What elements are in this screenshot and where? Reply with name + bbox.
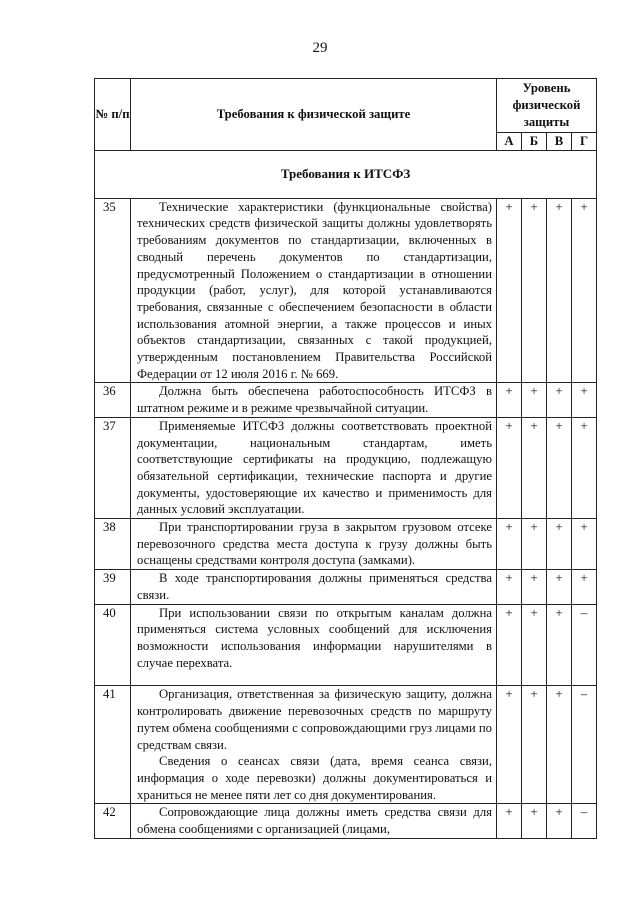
level-mark: + xyxy=(522,519,547,570)
level-mark: + xyxy=(522,383,547,417)
requirement-text xyxy=(131,383,497,417)
table-row xyxy=(95,383,597,417)
level-mark: + xyxy=(547,604,572,686)
level-v: В xyxy=(547,133,572,151)
table-row xyxy=(95,804,597,838)
requirement-text xyxy=(131,417,497,518)
table-row xyxy=(95,417,597,518)
table-row xyxy=(95,604,597,686)
table-row xyxy=(95,686,597,804)
requirement-paragraph: Применяемые ИТСФЗ должны соответствовать проектной документации, национальным стандартам, иметь соответствующие сертификаты на продукцию, подлежащую обязательной сертификации, технические паспорта и другие документы, удостоверяющие их качество и применимость для данных условий эксплуатации. xyxy=(137,418,492,517)
level-mark: + xyxy=(572,383,597,417)
table-row xyxy=(95,570,597,604)
level-mark: + xyxy=(547,519,572,570)
level-mark: + xyxy=(572,417,597,518)
level-mark: – xyxy=(572,604,597,686)
row-number: 36 xyxy=(95,383,131,417)
level-mark: – xyxy=(572,804,597,838)
level-g: Г xyxy=(572,133,597,151)
header-level: Уровень физической защиты xyxy=(497,79,597,133)
level-mark: + xyxy=(497,570,522,604)
level-mark: + xyxy=(572,570,597,604)
requirement-paragraph: При использовании связи по открытым каналам должна применяться система условных сообщений для исключения возможности использования информации нарушителями в случае перехвата. xyxy=(137,605,492,670)
row-number: 40 xyxy=(95,604,131,686)
level-mark: + xyxy=(497,519,522,570)
requirements-table xyxy=(94,78,597,839)
level-mark: + xyxy=(522,198,547,383)
requirement-paragraph: Сопровождающие лица должны иметь средства связи для обмена сообщениями с организацией (лицами, xyxy=(137,805,492,837)
page-number: 29 xyxy=(312,40,328,56)
level-mark: + xyxy=(522,570,547,604)
level-mark: + xyxy=(547,686,572,804)
level-mark: + xyxy=(547,383,572,417)
requirement-paragraph: Технические характеристики (функциональные свойства) технических средств физической защиты должны удовлетворять требованиям документов по стандартизации, включенных в сводный перечень документов по стандартизации, предусмотренный Положением о стандартизации в отношении продукции (работ, услуг), для которой устанавливаются требования, связанные с обеспечением безопасности в области использования атомной энергии, а также процессов и иных объектов стандартизации, связанных с такой продукцией, утвержденным постановлением Правительства Российской Федерации от 12 июля 2016 г. № 669. xyxy=(137,199,492,381)
level-mark: + xyxy=(522,686,547,804)
level-mark: + xyxy=(497,804,522,838)
requirement-paragraph: Должна быть обеспечена работоспособность ИТСФЗ в штатном режиме и в режиме чрезвычайной ситуации. xyxy=(137,384,492,416)
level-b: Б xyxy=(522,133,547,151)
level-mark: + xyxy=(497,417,522,518)
level-a: А xyxy=(497,133,522,151)
level-mark: + xyxy=(522,804,547,838)
requirement-text xyxy=(131,519,497,570)
row-number: 41 xyxy=(95,686,131,804)
level-mark: + xyxy=(522,604,547,686)
level-mark: + xyxy=(522,417,547,518)
table-row xyxy=(95,519,597,570)
requirement-paragraph: При транспортировании груза в закрытом грузовом отсеке перевозочного средства места доступа к грузу должны быть оснащены средствами контроля доступа (замками). xyxy=(137,520,492,568)
requirement-paragraph: Организация, ответственная за физическую защиту, должна контролировать движение перевозочных средств по маршруту путем обмена сообщениями с сопровождающими груз лицами по средствам связи. xyxy=(137,687,492,752)
row-number: 35 xyxy=(95,198,131,383)
requirement-text xyxy=(131,604,497,686)
level-mark: + xyxy=(572,519,597,570)
requirement-text xyxy=(131,570,497,604)
requirement-text xyxy=(131,198,497,383)
row-number: 42 xyxy=(95,804,131,838)
level-mark: + xyxy=(572,198,597,383)
table-row xyxy=(95,198,597,383)
level-mark: + xyxy=(497,686,522,804)
requirement-paragraph: В ходе транспортирования должны применяться средства связи. xyxy=(137,571,492,602)
level-mark: + xyxy=(547,804,572,838)
level-mark: + xyxy=(497,604,522,686)
requirement-text xyxy=(131,686,497,804)
level-mark: + xyxy=(497,383,522,417)
header-requirements: Требования к физической защите xyxy=(131,79,497,151)
level-mark: + xyxy=(547,198,572,383)
section-title: Требования к ИТСФЗ xyxy=(95,150,597,198)
requirement-paragraph: Сведения о сеансах связи (дата, время сеанса связи, информация о ходе перевозки) должны документироваться и храниться не менее пяти лет со дня документирования. xyxy=(137,754,492,802)
level-mark: + xyxy=(547,570,572,604)
row-number: 39 xyxy=(95,570,131,604)
level-mark: – xyxy=(572,686,597,804)
level-mark: + xyxy=(547,417,572,518)
level-mark: + xyxy=(497,198,522,383)
header-num: № п/п xyxy=(95,79,131,151)
row-number: 37 xyxy=(95,417,131,518)
row-number: 38 xyxy=(95,519,131,570)
requirement-text xyxy=(131,804,497,838)
